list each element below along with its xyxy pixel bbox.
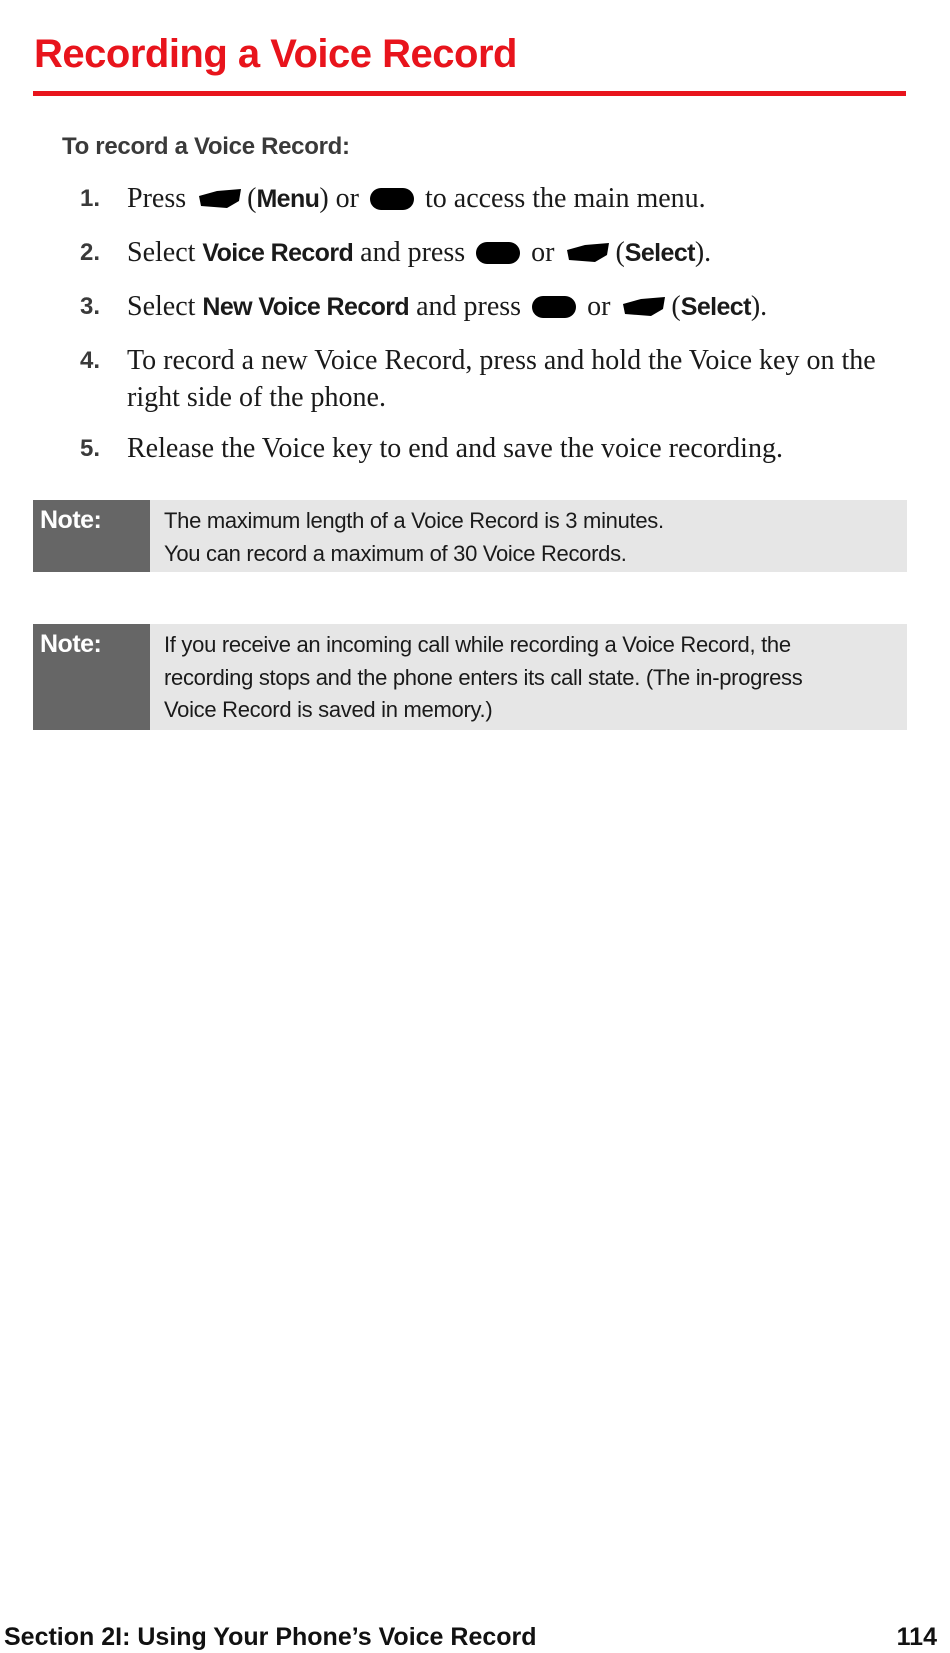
menu-ok-key-icon [370,188,414,210]
select-keyword: Select [680,293,751,321]
note-label: Note: [33,500,150,572]
step-text: Press [127,183,187,214]
left-softkey-icon [621,291,667,328]
step-text: To record a new Voice Record, press and hold the Voice key on the right side of the phone. [127,345,876,413]
step-number: 1. [80,185,101,212]
step-2: 2. Select Voice Record and press or (Select). [80,234,910,274]
step-5 [80,430,910,467]
step-3: 3. Select New Voice Record and press or (Select). [80,288,910,328]
step-number: 2. [80,239,101,266]
note-text: If you receive an incoming call while recording a Voice Record, the recording stops and the phone enters its call state. (The in-progress Voice Record is saved in memory.) [164,632,803,722]
step-4 [80,342,910,416]
select-keyword: Select [624,239,695,267]
page-title: Recording a Voice Record [34,32,517,76]
menu-ok-key-icon [476,242,520,264]
menu-ok-key-icon [532,296,576,318]
note-text: The maximum length of a Voice Record is 3 minutes. You can record a maximum of 30 Voice Records. [164,508,664,566]
voice-record-keyword: Voice Record [202,239,354,267]
new-voice-record-keyword: New Voice Record [202,293,410,321]
footer-section-title: Section 2I: Using Your Phone’s Voice Record [4,1623,537,1651]
step-text: Release the Voice key to end and save the voice recording. [127,433,783,464]
note-box [33,624,907,730]
procedure-intro: To record a Voice Record: [62,133,350,160]
step-number: 4. [80,347,101,374]
left-softkey-icon [565,237,611,274]
page-number: 114 [896,1623,937,1651]
step-number: 3. [80,293,101,320]
title-divider [33,91,906,96]
step-number: 5. [80,435,101,462]
note-box [33,500,907,572]
note-label: Note: [33,624,150,730]
step-1: 1. Press (Menu) or to access the main menu. [80,180,910,220]
left-softkey-icon [197,183,243,220]
menu-keyword: Menu [256,185,320,213]
steps-list [80,180,910,481]
